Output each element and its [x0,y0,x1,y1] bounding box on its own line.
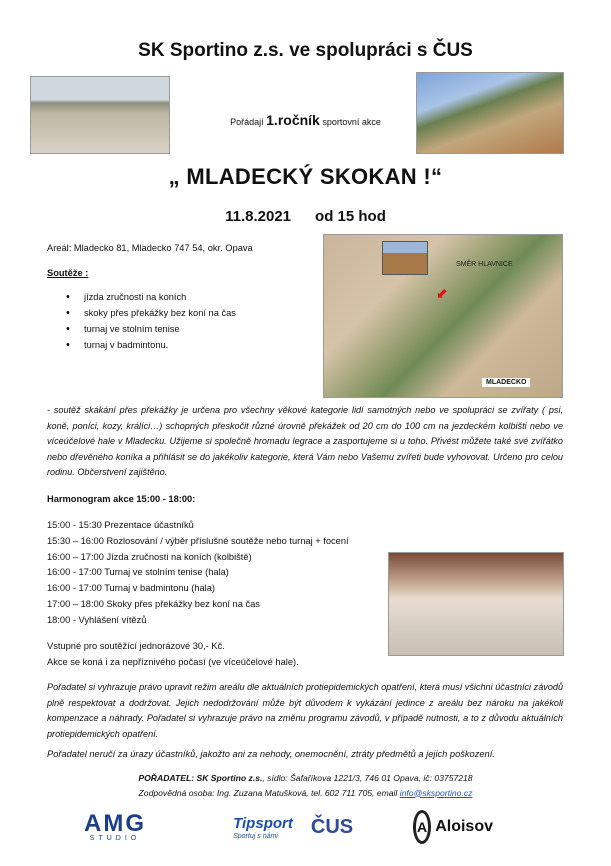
competitions-list [66,290,236,354]
organizer-name: SK Sportino z.s. [196,773,263,783]
list-item: • turnaj v badmintonu. [66,338,236,354]
email-link[interactable]: info@sksportino.cz [399,787,473,798]
schedule-heading: Harmonogram akce 15:00 - 18:00: [47,494,196,504]
organizer-footer [0,771,611,800]
event-description: - soutěž skákání přes překážky je určena pro všechny věkové kategorie lidí samotných nebo ve spolupráci se zvířaty ( psi, koně, poníci, kozy, králíci…) schopných přeskočit různé úrovně překážek od 20 cm do 100 cm na jezdeckém kolbišti nebo ve víceúčelové hale v Mladecku. Užijeme si společně hromadu legrace a zasportujeme si u toho. Přivést můžete také své zvířátko nebo dřevěného koníka a přihlásit se do jakékoliv kategorie, která Vám nebo Vašemu zvířeti bude vyhovovat. Určeno pro celou rodinu. Občerstvení zajištěno. [47,405,563,477]
competitions-heading: Soutěže : [47,268,89,278]
venue-address: Areál: Mladecko 81, Mladecko 747 54, okr. Opava [47,243,253,253]
aloisov-logo [413,810,493,844]
map-direction-label: SMĚR HLAVNICE [456,261,513,268]
aloisov-mark-icon: A [413,810,431,844]
schedule-item: 15:30 – 16:00 Rozlosování / výběr příslušné soutěže nebo turnaj + focení [47,535,349,546]
amg-logo-sub: STUDIO [89,834,141,842]
page-title: SK Sportino z.s. ve spolupráci s ČUS [138,40,473,61]
schedule-item: 18:00 - Vyhlášení vítězů [47,614,147,625]
schedule-item: 17:00 – 18:00 Skoky přes překážky bez koní na čas [47,598,260,609]
organizer-contact: Zodpovědná osoba: Ing. Zuzana Matušková, tel. 602 711 705, email [138,787,400,798]
intro-before: Pořádají [230,117,267,127]
location-map [323,234,563,398]
schedule-item: 16:00 – 17:00 Jízda zručnosti na koních (kolbiště) [47,551,252,562]
organizer-label: POŘADATEL: [138,773,195,783]
hall-building-inset [382,241,428,275]
amg-studio-logo [75,810,155,844]
liability-notice: Pořadatel neručí za úrazy účastníků, jakožto ani za nehody, onemocnění, ztráty předmětů a jejich poškození. [47,749,495,759]
fee-line: Vstupné pro soutěžící jednorázové 30,- Kč. [47,641,225,651]
schedule-item: 16:00 - 17:00 Turnaj ve stolním tenise (hala) [47,567,229,578]
list-item: • skoky přes překážky bez koní na čas [66,306,236,322]
intro-bold: 1.ročník [266,112,320,128]
event-time: od 15 hod [315,208,386,225]
event-date: 11.8.2021 [225,208,292,225]
fee-info [47,639,299,670]
list-item: • jízda zručnosti na koních [66,290,236,306]
map-place-label: MLADECKO [482,378,530,387]
intro-line [0,112,611,128]
indoor-hall-photo [388,552,564,656]
schedule-item: 16:00 - 17:00 Turnaj v badmintonu (hala) [47,583,215,594]
organizer-address: , sídlo: Šafaříkova 1221/3, 746 01 Opava, ič: 03757218 [262,773,473,783]
tipsport-logo-sub: Sportuj s námi [233,832,278,840]
schedule-item: 15:00 - 15:30 Prezentace účastníků [47,520,194,530]
tipsport-logo-text: Tipsport [233,814,293,832]
amg-logo-text: AMG [84,809,146,837]
list-item: • turnaj ve stolním tenise [66,322,236,338]
map-arrow-icon: ⬋ [436,285,448,301]
cus-logo: ČUS [310,815,354,838]
intro-after: sportovní akce [319,117,381,127]
organizer-notice: Pořadatel si vyhrazuje právo upravit režim areálu dle aktuálních protiepidemických opatření, která musí všichni účastníci závodů plně respektovat a dodržovat. Jejich nedodržování může být důvodem k vykázání jedince z areálu bez nároku na jakékoli kompenzace a náhrady. Pořadatel si vyhrazuje právo na změnu programu závodů, v případě nutnosti, a to z důvodu aktuálních protiepidemických opatření. [47,682,563,739]
event-date-line [0,208,611,225]
aloisov-logo-text: Aloisov [435,818,493,835]
tipsport-logo [208,810,318,844]
weather-line: Akce se koná i za nepříznivého počasí (ve víceúčelové hale). [47,656,299,667]
event-name: „ MLADECKÝ SKOKAN !“ [168,164,443,189]
schedule-list [47,518,349,629]
